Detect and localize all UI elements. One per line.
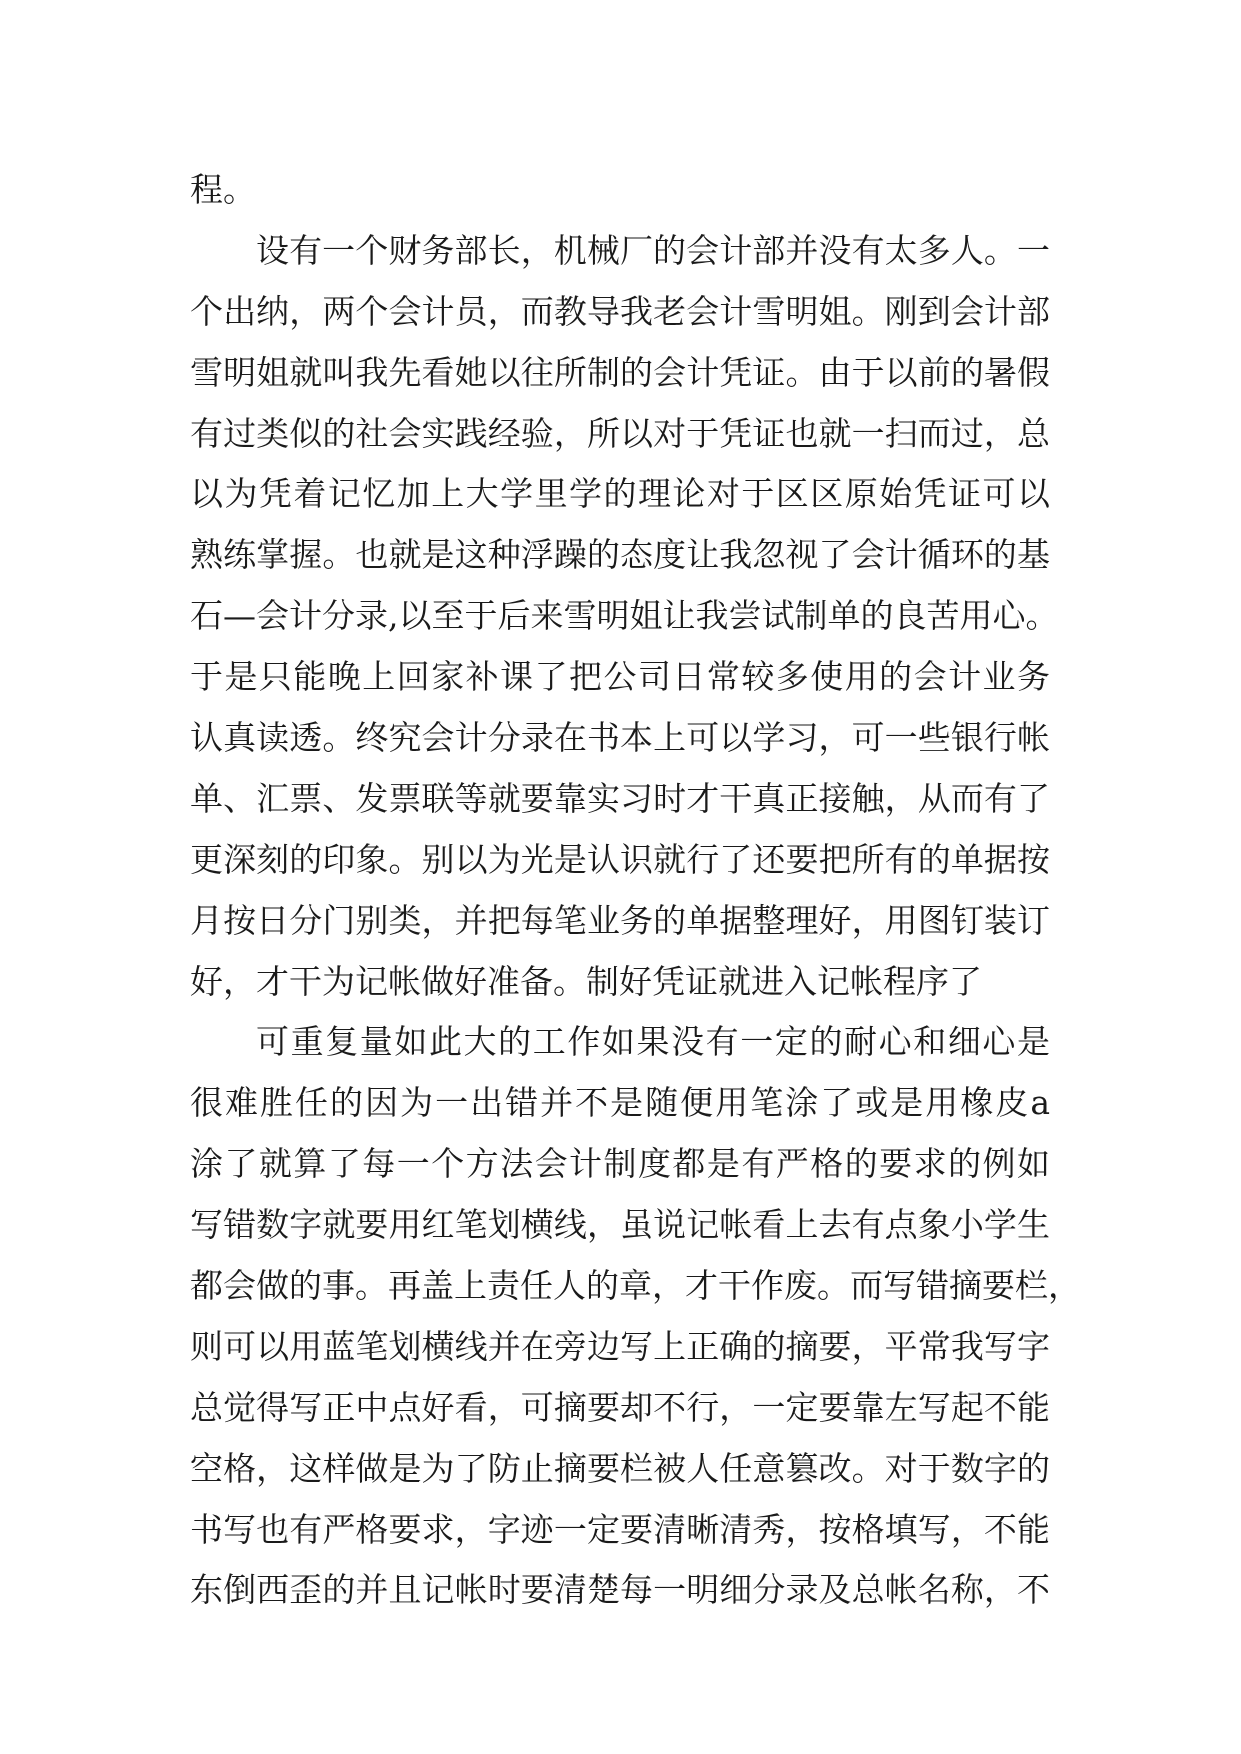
- text-line: 很难胜任的因为一出错并不是随便用笔涂了或是用橡皮a: [190, 1083, 1050, 1123]
- text-line: 于是只能晚上回家补课了把公司日常较多使用的会计业务: [190, 657, 1050, 697]
- text-line: 个出纳，两个会计员，而教导我老会计雪明姐。刚到会计部: [190, 291, 1050, 331]
- text-line: 有过类似的社会实践经验，所以对于凭证也就一扫而过，总: [190, 413, 1050, 453]
- text-line: 书写也有严格要求，字迹一定要清晰清秀，按格填写，不能: [190, 1509, 1050, 1549]
- text-line: 石—会计分录,以至于后来雪明姐让我尝试制单的良苦用心。: [190, 596, 1059, 636]
- text-line: 以为凭着记忆加上大学里学的理论对于区区原始凭证可以: [190, 474, 1050, 514]
- text-line: 写错数字就要用红笔划横线，虽说记帐看上去有点象小学生: [190, 1205, 1050, 1245]
- paragraph-end-line: 好，才干为记帐做好准备。制好凭证就进入记帐程序了: [190, 961, 982, 1001]
- body-text: [190, 160, 1081, 1621]
- text-line: 程。: [190, 170, 256, 209]
- text-line: 雪明姐就叫我先看她以往所制的会计凭证。由于以前的暑假: [190, 352, 1050, 392]
- text-line: 总觉得写正中点好看，可摘要却不行，一定要靠左写起不能: [190, 1387, 1050, 1427]
- text-line: 认真读透。终究会计分录在书本上可以学习，可一些银行帐: [190, 718, 1050, 758]
- paragraph-start-line: 可重复量如此大的工作如果没有一定的耐心和细心是: [256, 1022, 1050, 1062]
- text-line: 涂了就算了每一个方法会计制度都是有严格的要求的例如: [190, 1144, 1050, 1184]
- paragraph-start-line: 设有一个财务部长，机械厂的会计部并没有太多人。一: [256, 230, 1050, 270]
- text-line: 都会做的事。再盖上责任人的章，才干作废。而写错摘要栏，: [190, 1266, 1081, 1306]
- text-line: 空格，这样做是为了防止摘要栏被人任意篡改。对于数字的: [190, 1448, 1050, 1488]
- text-line: 熟练掌握。也就是这种浮躁的态度让我忽视了会计循环的基: [190, 535, 1050, 575]
- text-line: 东倒西歪的并且记帐时要清楚每一明细分录及总帐名称，不: [190, 1570, 1050, 1610]
- text-line: 单、汇票、发票联等就要靠实习时才干真正接触，从而有了: [190, 778, 1050, 818]
- text-line: 更深刻的印象。别以为光是认识就行了还要把所有的单据按: [190, 839, 1050, 879]
- text-line: 则可以用蓝笔划横线并在旁边写上正确的摘要，平常我写字: [190, 1326, 1050, 1366]
- text-line: 月按日分门别类，并把每笔业务的单据整理好，用图钉装订: [190, 900, 1050, 940]
